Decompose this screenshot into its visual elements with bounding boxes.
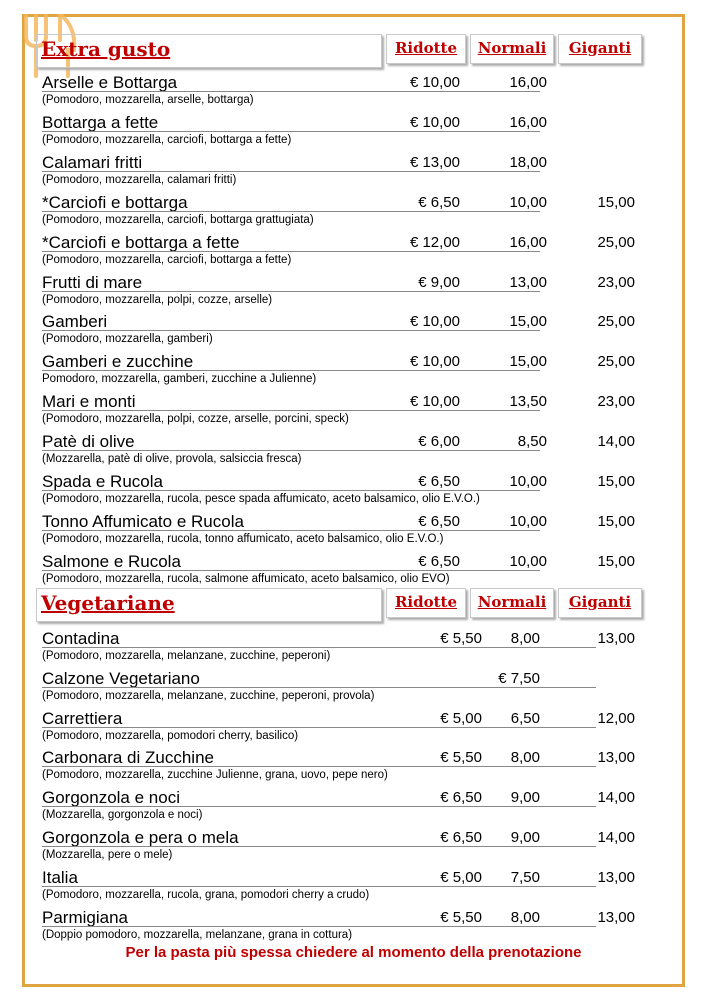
price-normali: 10,00 [509,512,547,530]
section-title: Extra gusto [41,37,171,61]
column-header-ridotte [386,588,466,618]
menu-item [0,351,707,391]
item-description: Pomodoro, mozzarella, gamberi, zucchine a Julienne) [42,373,317,386]
price-normali: 10,00 [509,193,547,211]
price-giganti: 13,00 [597,868,635,886]
price-ridotte: € 6,50 [440,829,482,846]
menu-item [0,668,707,708]
item-name: Tonno Affumicato e Rucola [42,511,244,531]
price-normali: 15,00 [509,353,547,371]
price-giganti: 15,00 [597,552,635,570]
price-normali: 8,00 [510,630,540,647]
price-ridotte: € 10,00 [409,393,460,411]
price-ridotte: € 5,50 [440,908,482,926]
item-name: Gamberi [42,312,108,332]
item-description: (Mozzarella, pere o mele) [42,849,173,861]
column-header-giganti [558,588,642,618]
price-ridotte: € 10,00 [409,113,460,131]
item-description: (Pomodoro, mozzarella, gamberi) [42,333,213,346]
price-ridotte: € 6,50 [418,512,460,530]
price-normali: 10,00 [509,552,547,570]
price-giganti: 23,00 [597,393,635,411]
column-header-label: Giganti [568,39,632,57]
price-giganti: 13,00 [597,630,635,647]
item-description: (Pomodoro, mozzarella, rucola, grana, pomodori cherry a crudo) [42,888,370,901]
price-normali: 15,00 [509,313,547,331]
menu-item [0,551,707,591]
item-description: (Mozzarella, patè di olive, provola, salsiccia fresca) [42,453,302,466]
price-ridotte: € 6,50 [440,789,482,807]
price-giganti: 23,00 [597,273,635,291]
column-header-label: Normali [477,593,547,611]
item-name: *Carciofi e bottarga a fette [42,232,240,252]
price-ridotte: € 12,00 [409,233,460,251]
menu-item [0,192,707,232]
menu-item [0,708,707,748]
item-name: Italia [42,867,78,887]
price-normali: 16,00 [509,233,547,251]
column-header-label: Ridotte [394,593,458,611]
item-name: Gamberi e zucchine [42,352,194,372]
price-giganti: 13,00 [597,908,635,926]
section-title-box [36,34,382,68]
price-giganti: 15,00 [597,473,635,490]
menu-item [0,907,707,947]
section-title-box [36,588,382,622]
item-description: (Pomodoro, mozzarella, carciofi, bottarga grattugiata) [42,213,314,226]
column-header-ridotte [386,34,466,64]
item-name: Gorgonzola e pera o mela [42,828,239,847]
item-description: (Pomodoro, mozzarella, melanzane, zucchine, peperoni, provola) [42,689,375,702]
menu-item [0,112,707,152]
price-giganti: 13,00 [597,749,635,767]
item-name: Contadina [42,629,120,648]
column-header-normali [470,34,554,64]
item-name: Carrettiera [42,708,123,728]
price-normali: 16,00 [509,113,547,131]
price-ridotte: € 13,00 [409,153,460,171]
item-description: (Doppio pomodoro, mozzarella, melanzane, grana in cottura) [42,928,353,941]
price-ridotte: € 6,50 [418,473,460,490]
price-normali: 13,00 [509,273,547,291]
menu-item [0,391,707,431]
price-ridotte: € 6,00 [418,433,460,451]
item-name: Arselle e Bottarga [42,73,178,92]
column-header-giganti [558,34,642,64]
menu-item [0,827,707,867]
menu-item [0,747,707,787]
item-name: Gorgonzola e noci [42,788,180,808]
item-description: (Pomodoro, mozzarella, carciofi, bottarga a fette) [42,253,292,266]
column-header-label: Normali [477,39,547,57]
menu-item [0,431,707,471]
price-ridotte: € 5,00 [440,709,482,727]
item-name: Patè di olive [42,432,135,452]
item-name: Spada e Rucola [42,472,163,491]
menu-item [0,152,707,192]
price-ridotte: € 10,00 [409,353,460,371]
price-normali: 9,00 [510,829,540,846]
column-header-label: Ridotte [394,39,458,57]
price-normali: 9,00 [510,789,540,807]
column-header-normali [470,588,554,618]
price-ridotte: € 10,00 [409,74,460,91]
price-ridotte: € 5,50 [440,749,482,767]
price-giganti: 14,00 [597,789,635,807]
section-title: Vegetariane [41,591,175,615]
price-giganti: 12,00 [597,709,635,727]
price-ridotte: € 6,50 [418,552,460,570]
column-header-label: Giganti [568,593,632,611]
item-description: (Pomodoro, mozzarella, carciofi, bottarga a fette) [42,133,292,146]
price-normali: 7,50 [510,868,540,886]
item-name: Carbonara di Zucchine [42,748,214,768]
price-giganti: 25,00 [597,313,635,331]
menu-item [0,272,707,312]
price-ridotte: € 5,00 [440,868,482,886]
price-normali: 16,00 [509,74,547,91]
item-description: (Pomodoro, mozzarella, rucola, tonno affumicato, aceto balsamico, olio E.V.O.) [42,532,444,545]
menu-item [0,628,707,668]
menu-item [0,311,707,351]
menu-item [0,471,707,511]
price-ridotte: € 10,00 [409,313,460,331]
item-description: (Pomodoro, mozzarella, polpi, cozze, arselle) [42,293,273,306]
price-giganti: 15,00 [597,193,635,211]
item-description: (Pomodoro, mozzarella, arselle, bottarga) [42,94,254,106]
section-header [36,588,656,622]
price-normali: 8,00 [510,908,540,926]
item-description: (Pomodoro, mozzarella, rucola, salmone affumicato, aceto balsamico, olio EVO) [42,572,450,585]
item-name: Calzone Vegetariano [42,668,200,688]
menu-item [0,72,707,112]
menu-item [0,787,707,827]
price-giganti: 14,00 [597,829,635,846]
price-normali: 10,00 [509,473,547,490]
item-name: Bottarga a fette [42,112,159,132]
item-name: Salmone e Rucola [42,551,181,571]
item-name: *Carciofi e bottarga [42,192,188,212]
menu-item [0,511,707,551]
price-giganti: 14,00 [597,433,635,451]
price-normali: 18,00 [509,153,547,171]
price-giganti: 25,00 [597,353,635,371]
price-normali: 8,00 [510,749,540,767]
menu-item [0,232,707,272]
section-header [36,34,656,68]
item-description: (Pomodoro, mozzarella, calamari fritti) [42,173,237,186]
price-ridotte: € 6,50 [418,193,460,211]
price-ridotte: € 9,00 [418,273,460,291]
item-description: (Pomodoro, mozzarella, pomodori cherry, basilico) [42,729,299,742]
price-giganti: 25,00 [597,233,635,251]
item-name: Frutti di mare [42,272,143,292]
price-normali: € 7,50 [498,669,540,687]
item-name: Calamari fritti [42,152,143,172]
item-name: Mari e monti [42,392,136,412]
price-ridotte: € 5,50 [440,630,482,647]
price-normali: 6,50 [510,709,540,727]
item-description: (Pomodoro, mozzarella, zucchine Julienne, grana, uovo, pepe nero) [42,769,388,782]
price-normali: 13,50 [509,393,547,411]
item-description: (Pomodoro, mozzarella, melanzane, zucchine, peperoni) [42,650,331,662]
price-giganti: 15,00 [597,512,635,530]
price-normali: 8,50 [517,433,547,451]
footer-note: Per la pasta più spessa chiedere al momento della prenotazione [125,944,582,961]
menu-item [0,867,707,907]
item-name: Parmigiana [42,907,128,927]
item-description: (Mozzarella, gorgonzola e noci) [42,809,203,822]
item-description: (Pomodoro, mozzarella, polpi, cozze, arselle, porcini, speck) [42,413,349,426]
item-description: (Pomodoro, mozzarella, rucola, pesce spada affumicato, aceto balsamico, olio E.V.O.) [42,493,480,505]
